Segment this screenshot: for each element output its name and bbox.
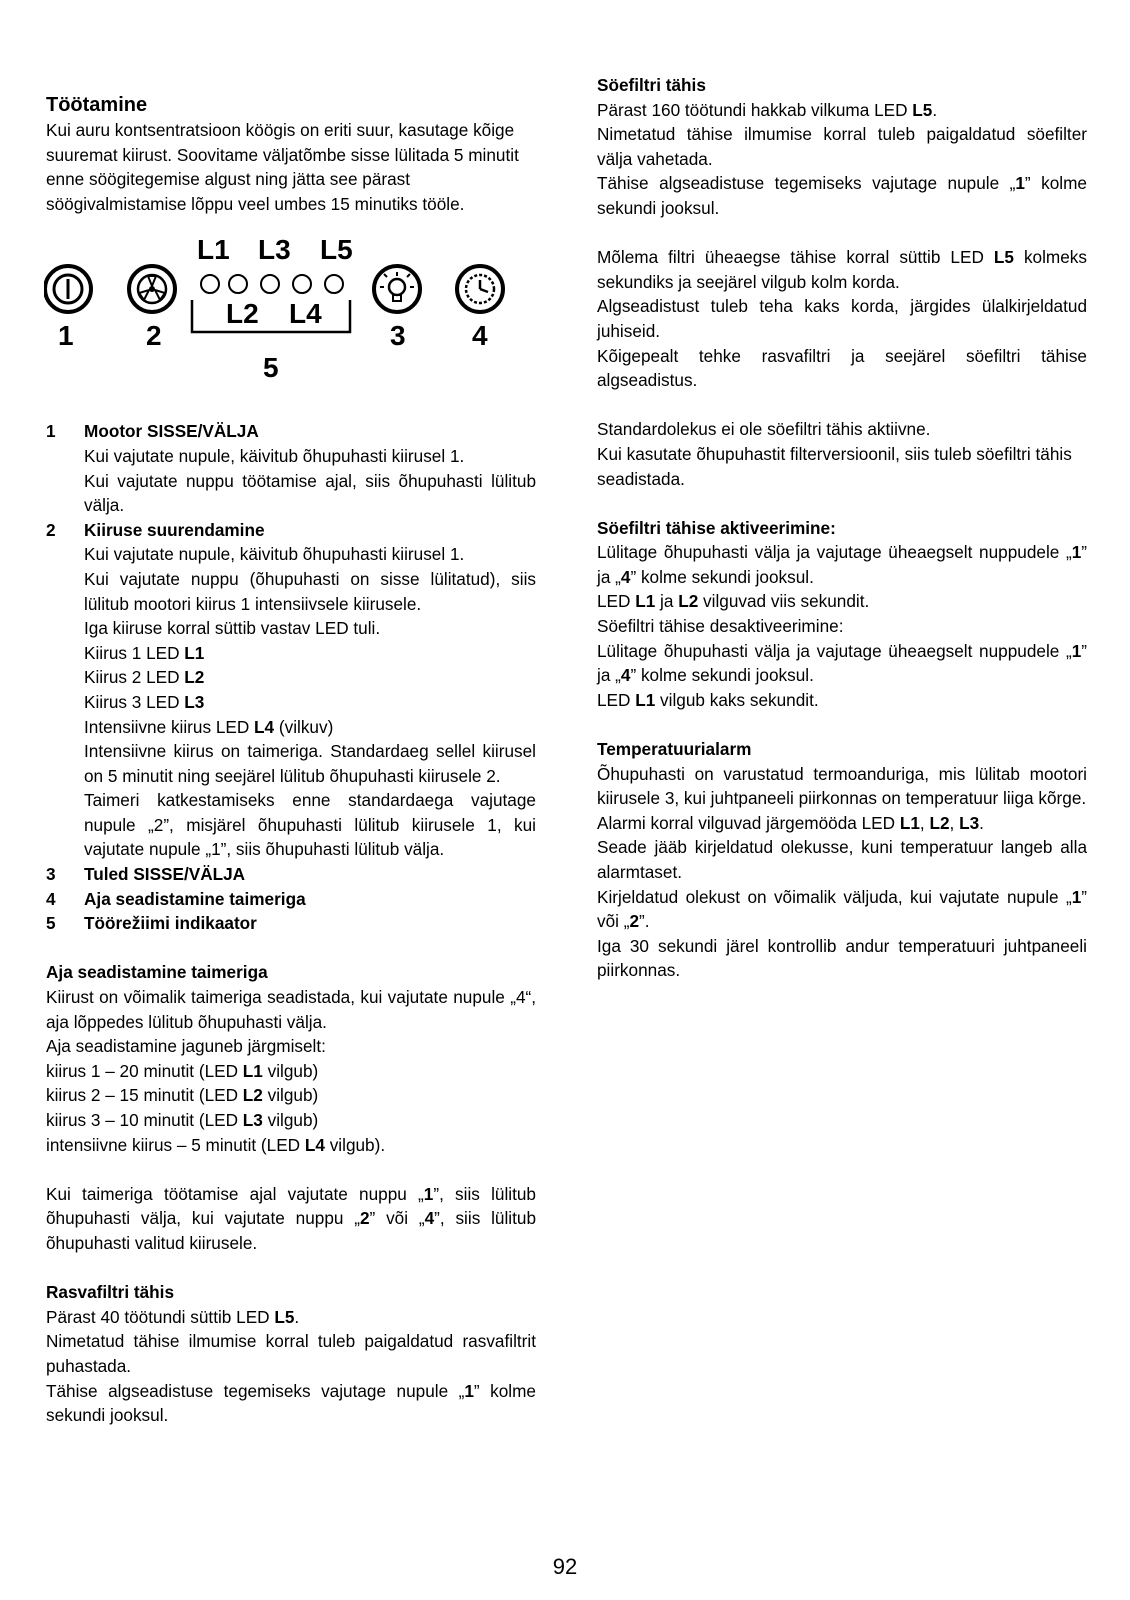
page-number: 92 <box>552 1554 578 1579</box>
list-item: 5 Töörežiimi indikaator <box>46 913 257 934</box>
section-heading-activation: Söefiltri tähise aktiveerimine: <box>597 517 836 538</box>
timer-paragraph: Kui taimeriga töötamise ajal vajutate nuppu „1”, siis lülitub õhupuhasti välja, kui vajutate nuppu „2” või „4”, siis lülitub õhupuhasti valitud kiirusele. <box>46 1183 537 1253</box>
right-column: Söefiltri tähis Pärast 160 töötundi hakkab vilkuma LED L5. Nimetatud tähise ilmumise korral tuleb paigaldatud söefilter välja vahetada. Tähise algseadistuse tegemiseks vajutage nupule „1” kolme sekundi jooksul. Mõlema filtri üheaegse tähise korral süttib LED L5 kolmeks sekundiks ja seejärel vilgub kolm korda. Algseadistust tuleb teha kaks korda, järgides ülalkirjeldatud juhiseid. Kõigepealt tehke rasvafiltri ja seejärel söefiltri tähise algseadistus. Standardolekus ei ole söefiltri tähis aktiivne. Kui kasutate õhupuhastit filterversioonil, siis tuleb söefiltri tähis seadistada. Söefiltri tähise aktiveerimine: Lülitage õhupuhasti välja ja vajutage üheaegselt nuppudele „1” ja „4” kolme sekundi jooksul. LED L1 ja L2 vilguvad viis sekundit. Söefiltri tähise desaktiveerimine: Lülitage õhupuhasti välja ja vajutage üheaegselt nuppudele „1” ja „4” kolme sekundi jooksul. LED L1 vilgub kaks sekundit. Temperatuurialarm Õhupuhasti on varustatud termoanduriga, mis lülitab mootori kiirusele 3, kui juhtpaneeli piirkonnas on temperatuur liiga kõrge. Alarmi korral vilguvad järgemööda LED L1, L2, L3. Seade jääb kirjeldatud olekusse, kuni temperatuur langeb alla alarmtaset. Kirjeldatud olekust on võimalik väljuda, kui vajutate nupule „1” või „2”. Iga 30 sekundi järel kontrollib andur temperatuuri juhtpaneeli piirkonnas. <box>597 75 1087 981</box>
timer-row: kiirus 1 – 20 minutit (LED L1 vilgub) <box>46 1060 319 1081</box>
function-list <box>46 419 536 935</box>
timer-row: intensiivne kiirus – 5 minutit (LED L4 vilgub). <box>46 1134 386 1155</box>
left-column: Töötamine Kui auru kontsentratsioon köögis on eriti suur, kasutage kõige suuremat kiirust. Soovitame väljatõmbe sisse lülitada 5 minutit enne söögitegemise algust ning jätta see pärast söögivalmistamise lõppu veel umbes 15 minutiks tööle. L1 L3 L5 L2 L4 1 2 3 4 5 1 Mootor SISSE/VÄLJA Kui vajutate nupule, käivitub õhupuhasti kiirusel 1. Kui vajutate nuppu töötamise ajal, siis õhupuhasti lülitub välja. 2 Kiiruse suurendamine Kui vajutate nupule, käivitub õhupuhasti kiirusel 1. Kui vajutate nuppu (õhupuhasti on sisse lülitatud), siis lülitub mootori kiirus 1 intensiivsele kiirusele. Iga kiiruse korral süttib vastav LED tuli. Kiirus 1 LED L1 Kiirus 2 LED L2 Kiirus 3 LED L3 Intensiivne kiirus LED L4 (vilkuv) Intensiivne kiirus on taimeriga. Standardaeg sellel kiirusel on 5 minutit ning seejärel lülitub õhupuhasti kiirusele 2. Taimeri katkestamiseks enne standardaega vajutage nupule „2”, misjärel õhupuhasti lülitub kiirusele 1, kui vajutate nupule „1”, siis õhupuhasti lülitub välja. 3 Tuled SISSE/VÄLJA 4 Aja seadistamine taimeriga 5 Töörežiimi indikaator Aja seadistamine taimeriga Kiirust on võimalik taimeriga seadistada, kui vajutate nupule „4“, aja lõppedes lülitub õhupuhasti välja. Aja seadistamine jaguneb järgmiselt: kiirus 1 – 20 minutit (LED L1 vilgub) kiirus 2 – 15 minutit (LED L2 vilgub) kiirus 3 – 10 minutit (LED L3 vilgub) intensiivne kiirus – 5 minutit (LED L4 vilgub). Kui taimeriga töötamise ajal vajutate nuppu „1”, siis lülitub õhupuhasti välja, kui vajutate nuppu „2” või „4”, siis lülitub õhupuhasti valitud kiirusele. Rasvafiltri tähis Pärast 40 töötundi süttib LED L5. Nimetatud tähise ilmumise korral tuleb paigaldatud rasvafiltrit puhastada. Tähise algseadistuse tegemiseks vajutage nupule „1” kolme sekundi jooksul. <box>46 94 537 1426</box>
led-label-l3: L3 <box>258 234 291 266</box>
section-heading-temperature: Temperatuurialarm <box>597 739 752 760</box>
button-number-2: 2 <box>146 320 162 352</box>
timer-row: kiirus 3 – 10 minutit (LED L3 vilgub) <box>46 1110 319 1130</box>
led-l3 <box>261 275 279 293</box>
indicator-number-5: 5 <box>263 352 279 384</box>
light-bulb-icon <box>374 266 420 312</box>
led-label-l5: L5 <box>320 234 353 266</box>
button-number-3: 3 <box>390 320 406 352</box>
section-heading-operation: Töötamine <box>46 94 148 116</box>
section-heading-timer: Aja seadistamine taimeriga <box>46 962 268 983</box>
list-item: 3 Tuled SISSE/VÄLJA <box>46 864 246 885</box>
led-label-l4: L4 <box>289 298 322 330</box>
led-row <box>201 275 343 293</box>
indicator-bracket <box>192 300 350 332</box>
list-item: 4 Aja seadistamine taimeriga <box>46 888 306 909</box>
led-label-l1: L1 <box>197 234 230 266</box>
list-item: 1 Mootor SISSE/VÄLJA Kui vajutate nupule, käivitub õhupuhasti kiirusel 1. Kui vajutate nuppu töötamise ajal, siis õhupuhasti lülitub välja. <box>46 421 536 516</box>
list-item: 2 Kiiruse suurendamine Kui vajutate nupule, käivitub õhupuhasti kiirusel 1. Kui vajutate nuppu (õhupuhasti on sisse lülitatud), siis lülitub mootori kiirus 1 intensiivsele kiirusele. Iga kiiruse korral süttib vastav LED tuli. Kiirus 1 LED L1 Kiirus 2 LED L2 Kiirus 3 LED L3 Intensiivne kiirus LED L4 (vilkuv) Intensiivne kiirus on taimeriga. Standardaeg sellel kiirusel on 5 minutit ning seejärel lülitub õhupuhasti kiirusele 2. Taimeri katkestamiseks enne standardaega vajutage nupule „2”, misjärel õhupuhasti lülitub kiirusele 1, kui vajutate nupule „1”, siis õhupuhasti lülitub välja. <box>46 519 536 860</box>
deactivation-heading: Söefiltri tähise desaktiveerimine: <box>597 616 844 637</box>
intro-text: Kui auru kontsentratsioon köögis on eriti suur, kasutage kõige suuremat kiirust. Soovitame väljatõmbe sisse lülitada 5 minutit enne söögitegemise algust ning jätta see pärast söögivalmistamise lõppu veel umbes 15 minutiks tööle. <box>46 120 519 214</box>
led-l2 <box>229 275 247 293</box>
section-heading-grease-filter: Rasvafiltri tähis <box>46 1282 174 1303</box>
led-l1 <box>201 275 219 293</box>
led-label-l2: L2 <box>226 298 259 330</box>
clock-icon <box>457 266 503 312</box>
control-panel-diagram <box>44 234 524 387</box>
power-button-icon <box>45 266 91 312</box>
fan-icon <box>129 266 175 312</box>
led-l4 <box>293 275 311 293</box>
led-l5 <box>325 275 343 293</box>
section-heading-carbon-filter: Söefiltri tähis <box>597 75 706 95</box>
timer-row: kiirus 2 – 15 minutit (LED L2 vilgub) <box>46 1085 319 1106</box>
button-number-1: 1 <box>58 320 74 352</box>
button-number-4: 4 <box>472 320 488 352</box>
